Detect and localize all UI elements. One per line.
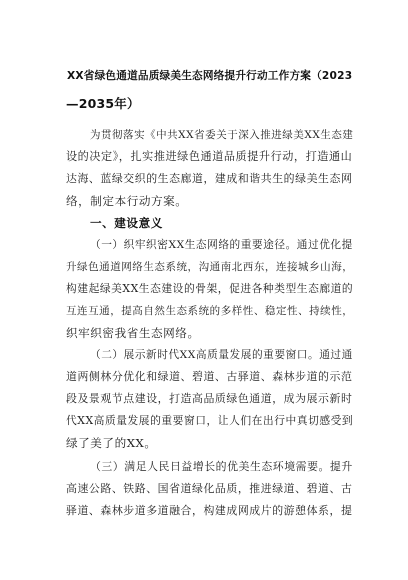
point3-line: 高速公路、铁路、国省道绿化品质，推进绿道、碧道、古 — [66, 482, 353, 495]
document-title-line-1: XX省绿色通道品质绿美生态网络提升行动工作方案（2023 — [67, 69, 353, 82]
point2-line: 绿了美了的XX。 — [66, 436, 157, 450]
point1-line: 互连互通，提高自然生态系统的多样性、稳定性、持续性， — [66, 305, 354, 317]
point2-line: （二）展示新时代XX高质量发展的重要窗口。通过通 — [90, 348, 353, 361]
point1-line: 升绿色通道网络生态系统，沟通南北西东，连接城乡山海， — [66, 261, 354, 273]
point3-line: 驿道、森林步道多道融合，构建成网成片的游憩体系，提 — [66, 504, 353, 517]
intro-line: 设的决定》，扎实推进绿色通道品质提升行动，打造通山 — [66, 150, 353, 163]
point1-line: 构建起绿美XX生态建设的骨架，促进各种类型生态廊道的 — [66, 282, 354, 295]
point3-line: （三）满足人民日益增长的优美生态环境需要。提升 — [90, 460, 353, 473]
point1-line: 织牢织密我省生态网络。 — [66, 326, 200, 340]
point2-line: 段及景观节点建设，打造高品质绿色通道，成为展示新时 — [66, 392, 353, 405]
intro-line: 为贯彻落实《中共XX省委关于深入推进绿美XX生态建 — [90, 129, 354, 141]
intro-line: 达海、蓝绿交织的生态廊道，建成和谐共生的绿美生态网 — [66, 172, 353, 185]
point2-line: 道两侧林分优化和绿道、碧道、古驿道、森林步道的示范 — [66, 370, 353, 383]
section-heading: 一、建设意义 — [90, 216, 163, 230]
intro-line: 络，制定本行动方案。 — [66, 194, 188, 208]
point1-line: （一）织牢织密XX生态网络的重要途径。通过优化提 — [90, 238, 353, 251]
document-title-line-2: —2035年） — [66, 96, 140, 111]
point2-line: 代XX高质量发展的重要窗口，让人们在出行中真切感受到 — [66, 414, 354, 427]
